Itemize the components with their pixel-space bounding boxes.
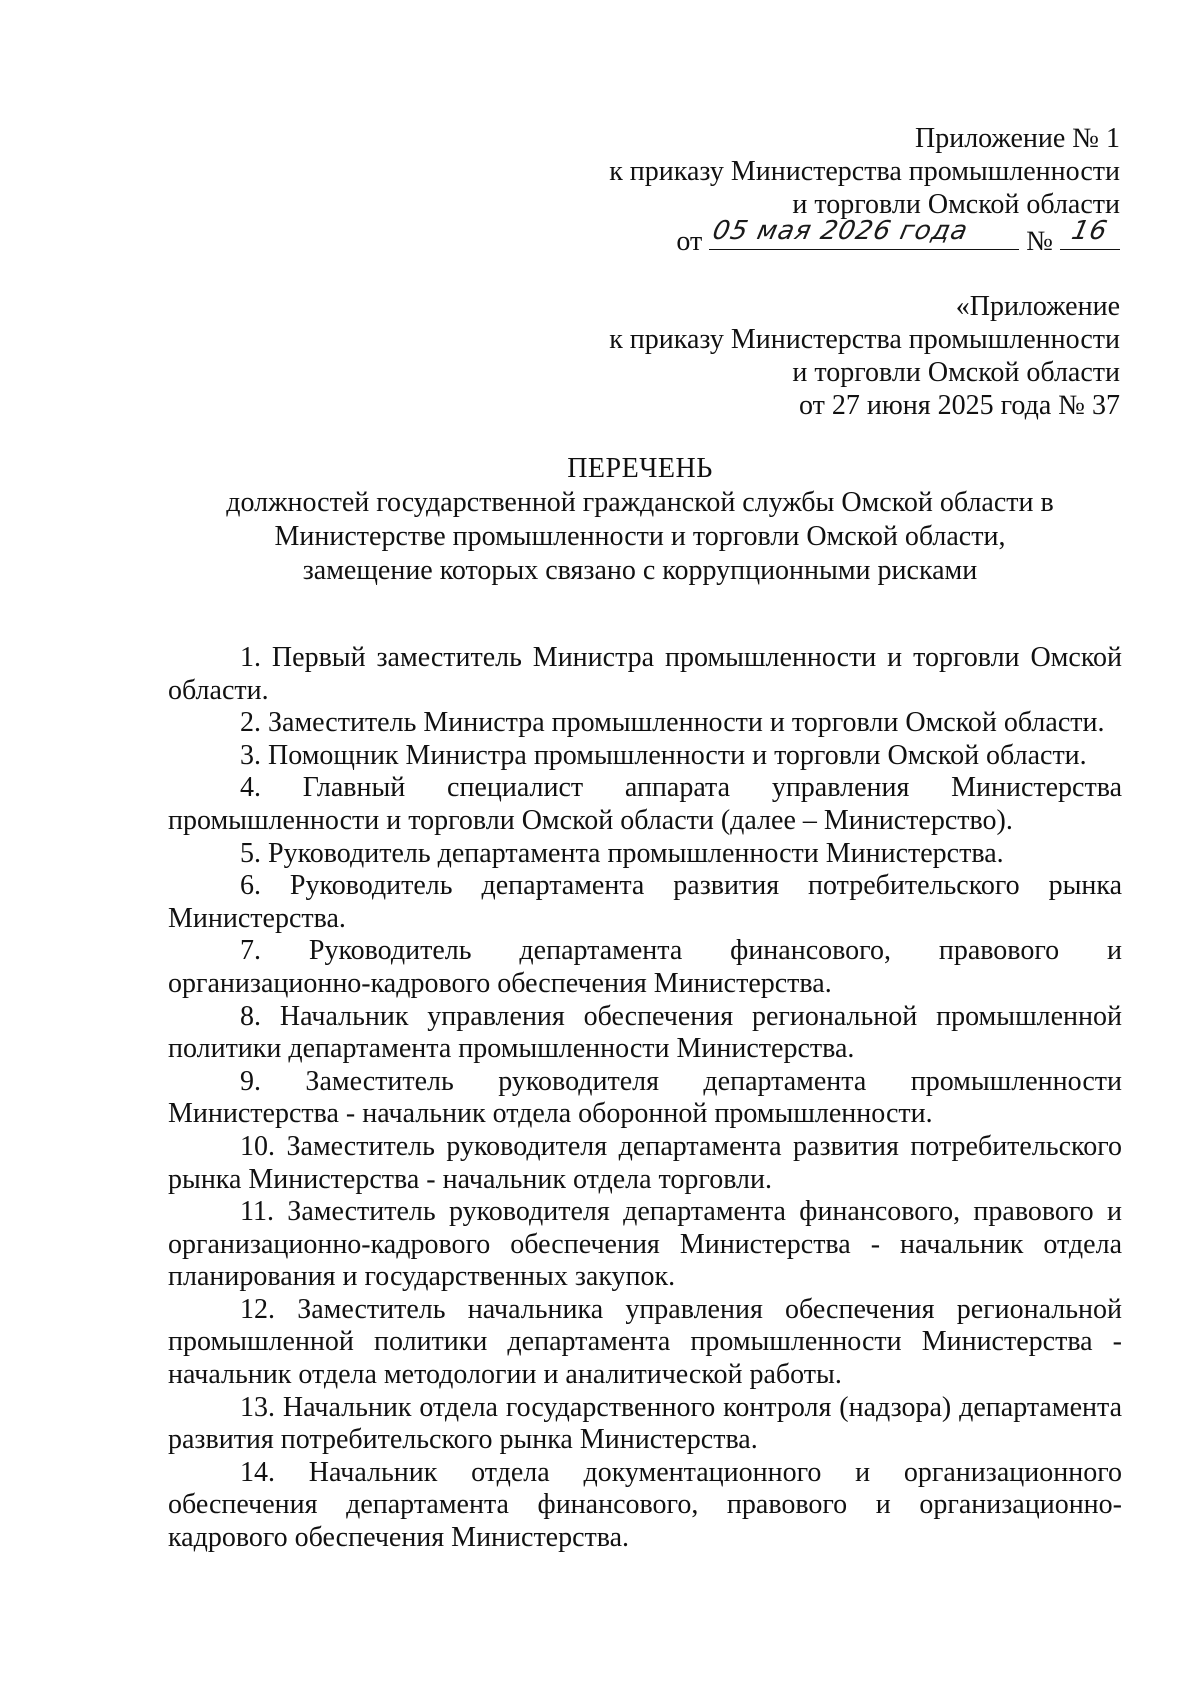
list-item: 1. Первый заместитель Министра промышленности и торговли Омской области. [168,642,1122,706]
appendix-date-number-line [609,216,1120,258]
appendix-title: Приложение № 1 [915,123,1120,154]
positions-list [168,642,1122,1555]
list-item: 14. Начальник отдела документационного и организационного обеспечения департамента финансового, правового и организационно-кадрового обеспечения Министерства. [168,1456,1122,1554]
list-item: 6. Руководитель департамента развития потребительского рынка Министерства. [168,870,1122,934]
prior-appendix-header [609,290,1120,422]
number-prefix: № [1026,226,1053,257]
list-item: 3. Помощник Министра промышленности и торговли Омской области. [240,739,1087,771]
date-prefix: от [676,226,703,257]
list-item: 4. Главный специалист аппарата управления Министерства промышленности и торговли Омской области (далее – Министерство). [168,772,1122,836]
prior-appendix-date-line: от 27 июня 2025 года № 37 [798,390,1120,421]
handwritten-number: 16 [1068,216,1111,246]
title-heading: ПЕРЕЧЕНЬ [567,453,713,484]
appendix-order-line: к приказу Министерства промышленности [609,156,1120,187]
list-item: 7. Руководитель департамента финансового, правового и организационно-кадрового обеспечения Министерства. [168,935,1122,999]
prior-appendix-ministry-line: и торговли Омской области [792,357,1120,388]
appendix-header [609,122,1120,258]
title-line-3: замещение которых связано с коррупционными рисками [302,555,978,586]
document-title [160,452,1120,588]
list-item: 11. Заместитель руководителя департамента финансового, правового и организационно-кадрового обеспечения Министерства - начальник отдела планирования и государственных закупок. [168,1196,1122,1293]
list-item: 9. Заместитель руководителя департамента промышленности Министерства - начальник отдела оборонной промышленности. [168,1065,1122,1130]
list-item: 10. Заместитель руководителя департамента развития потребительского рынка Министерства - начальник отдела торговли. [168,1130,1122,1195]
date-blank [709,216,1019,250]
number-blank [1060,216,1120,250]
handwritten-date: 05 мая 2026 года [710,216,972,246]
prior-appendix-title: «Приложение [955,291,1120,322]
list-item: 8. Начальник управления обеспечения региональной промышленной политики департамента промышленности Министерства. [168,1000,1122,1065]
list-item: 5. Руководитель департамента промышленности Министерства. [240,837,1004,869]
appendix-ministry-line: и торговли Омской области [792,189,1120,220]
title-line-1: должностей государственной гражданской службы Омской области в [226,487,1054,518]
list-item: 12. Заместитель начальника управления обеспечения региональной промышленной политики департамента промышленности Министерства - начальник отдела методологии и аналитической работы. [168,1293,1122,1391]
title-line-2: Министерстве промышленности и торговли Омской области, [274,521,1006,552]
prior-appendix-order-line: к приказу Министерства промышленности [609,324,1120,355]
list-item: 2. Заместитель Министра промышленности и торговли Омской области. [240,707,1105,739]
list-item: 13. Начальник отдела государственного контроля (надзора) департамента развития потребительского рынка Министерства. [168,1391,1122,1456]
